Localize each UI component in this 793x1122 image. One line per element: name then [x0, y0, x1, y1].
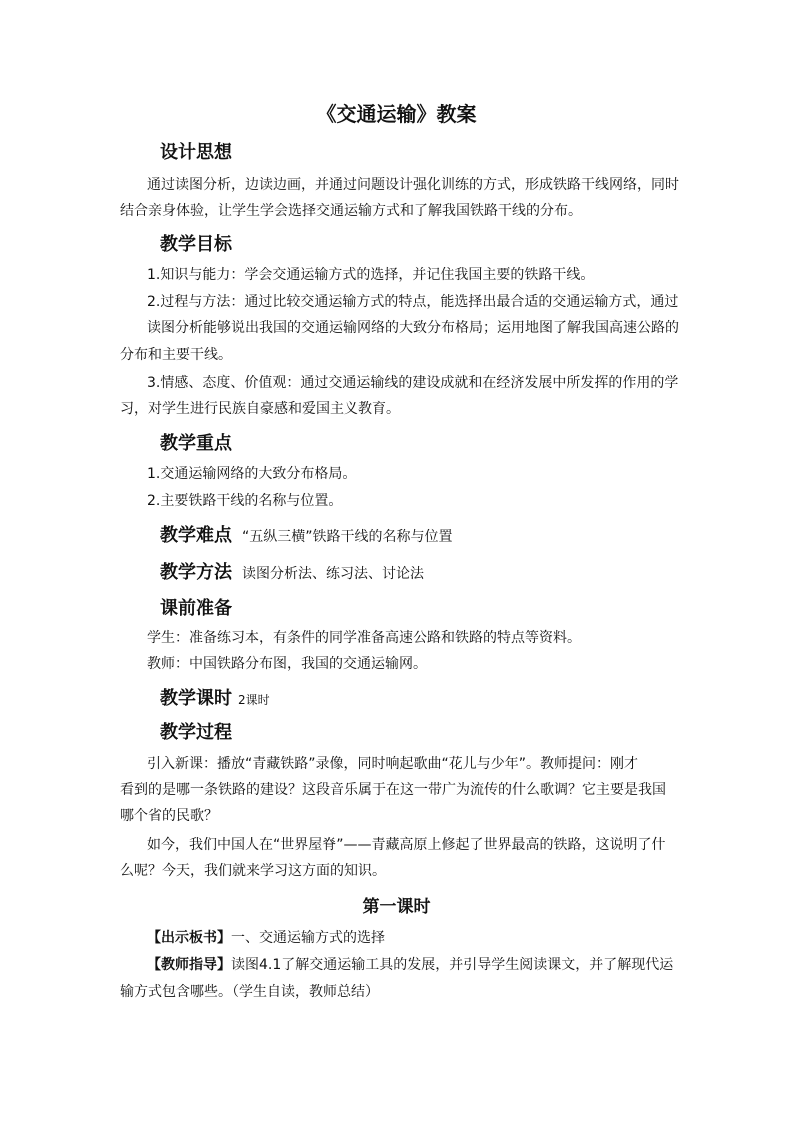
heading-method	[160, 558, 424, 584]
hours-text: 2课时	[238, 693, 270, 707]
heading-process: 教学过程	[160, 722, 232, 743]
goals-line-6: 习，对学生进行民族自豪感和爱国主义教育。	[120, 401, 400, 417]
guide-text: 读图4.1了解交通运输工具的发展，并引导学生阅读课文，并了解现代运	[231, 957, 674, 973]
heading-hours	[160, 684, 270, 710]
lesson1-guide-line-2: 输方式包含哪些。（学生自读，教师总结）	[120, 984, 379, 1000]
heading-goals: 教学目标	[160, 234, 232, 255]
goals-line-2: 2.过程与方法：通过比较交通运输方式的特点，能选择出最合适的交通运输方式，通过	[147, 294, 679, 310]
process-line-1: 引入新课：播放“青藏铁路”录像，同时响起歌曲“花儿与少年”。教师提问：刚才	[147, 756, 639, 772]
hours-heading-text: 教学课时	[160, 688, 232, 709]
guide-label: 【教师指导】	[147, 957, 231, 973]
process-line-2: 看到的是哪一条铁路的建设？这段音乐属于在这一带广为流传的什么歌调？它主要是我国	[120, 782, 666, 798]
goals-line-5: 3.情感、态度、价值观：通过交通运输线的建设成就和在经济发展中所发挥的作用的学	[147, 375, 679, 391]
heading-difficulty	[160, 521, 453, 547]
board-label: 【出示板书】	[147, 930, 231, 946]
lesson1-guide-line	[147, 955, 673, 975]
process-line-4: 如今，我们中国人在“世界屋脊”——青藏高原上修起了世界最高的铁路，这说明了什	[147, 837, 666, 853]
difficulty-heading-text: 教学难点	[160, 525, 232, 546]
design-idea-line-1: 通过读图分析，边读边画，并通过问题设计强化训练的方式，形成铁路干线网络，同时	[147, 177, 679, 193]
difficulty-text: “五纵三横”铁路干线的名称与位置	[242, 529, 453, 545]
method-text: 读图分析法、练习法、讨论法	[242, 566, 424, 582]
lesson1-board-line	[147, 928, 385, 948]
method-heading-text: 教学方法	[160, 562, 232, 583]
heading-key-points: 教学重点	[160, 433, 232, 454]
lesson1-heading: 第一课时	[362, 897, 431, 917]
document-title: 《交通运输》教案	[316, 102, 477, 126]
key-points-line-1: 1.交通运输网络的大致分布格局。	[147, 466, 357, 482]
key-points-line-2: 2.主要铁路干线的名称与位置。	[147, 493, 343, 509]
process-line-3: 哪个省的民歌？	[120, 808, 218, 824]
heading-design-idea: 设计思想	[160, 142, 232, 163]
design-idea-line-2: 结合亲身体验，让学生学会选择交通运输方式和了解我国铁路干线的分布。	[120, 203, 582, 219]
goals-line-1: 1.知识与能力：学会交通运输方式的选择，并记住我国主要的铁路干线。	[147, 267, 595, 283]
board-text: 一、交通运输方式的选择	[231, 930, 385, 946]
preparation-line-2: 教师：中国铁路分布图，我国的交通运输网。	[147, 656, 427, 672]
goals-line-4: 分布和主要干线。	[120, 347, 232, 363]
process-line-5: 么呢？今天，我们就来学习这方面的知识。	[120, 863, 386, 879]
heading-preparation: 课前准备	[160, 598, 232, 619]
goals-line-3: 读图分析能够说出我国的交通运输网络的大致分布格局；运用地图了解我国高速公路的	[147, 320, 679, 336]
preparation-line-1: 学生：准备练习本，有条件的同学准备高速公路和铁路的特点等资料。	[147, 630, 581, 646]
